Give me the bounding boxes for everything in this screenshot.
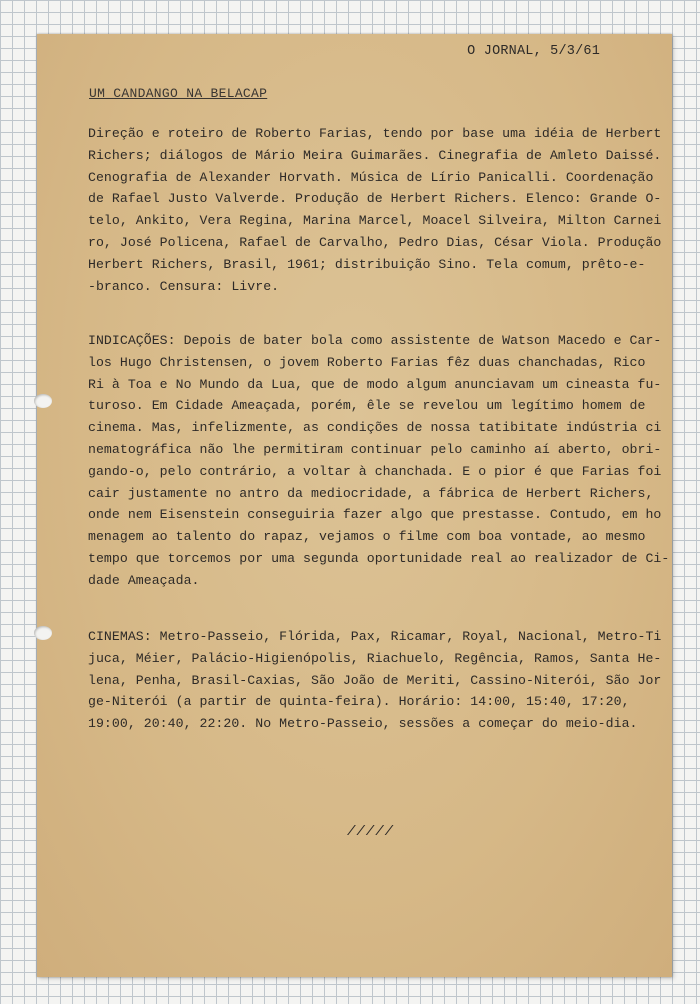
text-line: Herbert Richers, Brasil, 1961; distribuição Sino. Tela comum, prêto-e- <box>88 256 646 272</box>
text-line: Ri à Toa e No Mundo da Lua, que de modo algum anunciavam um cineasta fu- <box>88 376 662 392</box>
text-line: lena, Penha, Brasil-Caxias, São João de Meriti, Cassino-Niterói, São Jor <box>88 672 662 688</box>
text-line: -branco. Censura: Livre. <box>88 278 280 294</box>
end-mark: ///// <box>347 824 395 840</box>
text-line: telo, Ankito, Vera Regina, Marina Marcel, Moacel Silveira, Milton Carnei <box>88 213 662 229</box>
text-line: Cenografia de Alexander Horvath. Música de Lírio Panicalli. Coordenação <box>88 169 654 185</box>
article-title: UM CANDANGO NA BELACAP <box>89 86 268 101</box>
text-line: cair justamente no antro da mediocridade, a fábrica de Herbert Richers, <box>88 485 654 501</box>
text-line: 19:00, 20:40, 22:20. No Metro-Passeio, sessões a começar do meio-dia. <box>88 716 638 732</box>
text-line: Richers; diálogos de Mário Meira Guimarães. Cinegrafia de Amleto Daissé. <box>88 147 662 163</box>
text-line: ge-Niterói (a partir de quinta-feira). Horário: 14:00, 15:40, 17:20, <box>88 694 630 710</box>
text-line: dade Ameaçada. <box>88 572 200 588</box>
document-sheet <box>37 34 672 977</box>
text-line: gando-o, pelo contrário, a voltar à chanchada. E o pior é que Farias foi <box>88 463 662 479</box>
paragraph-indicacoes <box>88 330 670 592</box>
paragraph-credits <box>88 123 662 297</box>
text-line: INDICAÇÕES: Depois de bater bola como assistente de Watson Macedo e Car- <box>88 333 662 348</box>
source-header: O JORNAL, 5/3/61 <box>467 44 600 59</box>
text-line: juca, Méier, Palácio-Higienópolis, Riachuelo, Regência, Ramos, Santa He- <box>88 650 662 666</box>
text-line: menagem ao talento do rapaz, vejamos o filme com boa vontade, ao mesmo <box>88 529 646 545</box>
text-line: Direção e roteiro de Roberto Farias, tendo por base uma idéia de Herbert <box>88 126 662 141</box>
text-line: de Rafael Justo Valverde. Produção de Herbert Richers. Elenco: Grande O- <box>88 191 662 207</box>
text-line: cinema. Mas, infelizmente, as condições de nossa tatibitate indústria ci <box>88 420 662 436</box>
text-line: tempo que torcemos por uma segunda oportunidade real ao realizador de Ci- <box>88 550 670 566</box>
punch-hole <box>34 626 52 640</box>
text-line: los Hugo Christensen, o jovem Roberto Farias fêz duas chanchadas, Rico <box>88 354 646 370</box>
text-line: onde nem Eisenstein conseguiria fazer algo que prestasse. Contudo, em ho <box>88 507 662 523</box>
text-line: CINEMAS: Metro-Passeio, Flórida, Pax, Ricamar, Royal, Nacional, Metro-Ti <box>88 629 662 644</box>
text-line: ro, José Policena, Rafael de Carvalho, Pedro Dias, César Viola. Produção <box>88 234 662 250</box>
text-line: nematográfica não lhe permitiram continuar pelo caminho aí aberto, obri- <box>88 441 662 457</box>
punch-hole <box>34 394 52 408</box>
paragraph-cinemas <box>88 626 662 735</box>
text-line: turoso. Em Cidade Ameaçada, porém, êle se revelou um legítimo homem de <box>88 398 646 414</box>
